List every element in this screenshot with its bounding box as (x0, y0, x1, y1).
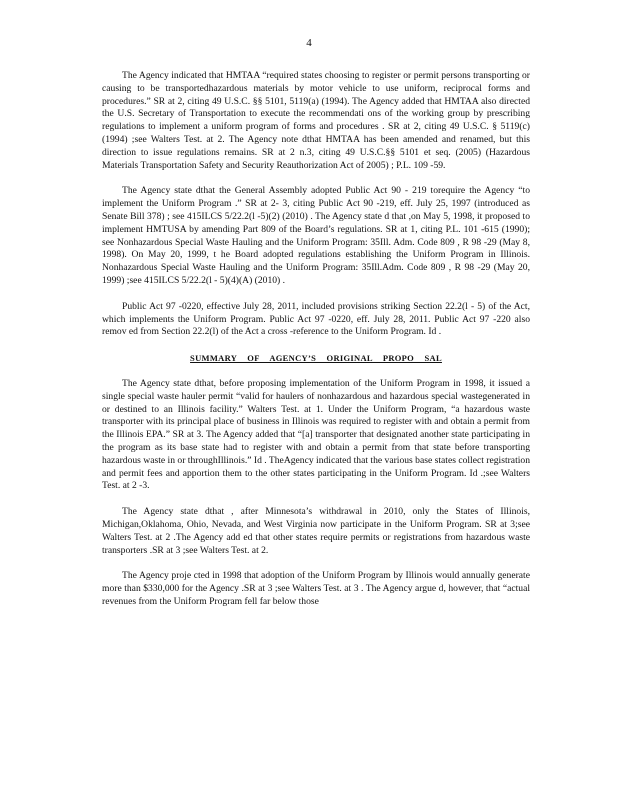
paragraph-public-act-90-219: The Agency state dthat the General Assembly adopted Public Act 90 - 219 torequire the Agency “to implement the Uniform Program .” SR at 2- 3, citing Public Act 90 -219, eff. July 25, 1997 (introduced as Senate Bill 378) ; see 415ILCS 5/22.2(l -5)(2) (2010) . The Agency state d that ,on May 5, 1998, it proposed to implement HMTUSA by amending Part 809 of the Board’s regulations. SR at 1, citing P.L. 101 -615 (1990); see Nonhazardous Special Waste Hauling and the Uniform Program: 35Ill. Adm. Code 809 , R 98 -29 (May 8, 1998). On May 20, 1999, t he Board adopted regulations establishing the Uniform Program in Illinois. Nonhazardous Special Waste Hauling and the Uniform Program: 35Ill.Adm. Code 809 , R 98 -29 (May 20, 1999) ;see 415ILCS 5/22.2(l - 5)(4)(A) (2010) . (102, 185, 530, 286)
paragraph-hmtaa-background: The Agency indicated that HMTAA “required states choosing to register or permit persons transporting or causing to be transportedhazardous materials by motor vehicle to use uniform, reciprocal forms and procedures.” SR at 2, citing 49 U.S.C. §§ 5101, 5119(a) (1994). The Agency added that HMTAA also directed the U.S. Secretary of Transportation to execute the recommendati ons of the working group by prescribing regulations to implement a uniform program of forms and procedures . SR at 2, citing 49 U.S.C. § 5119(c) (1994) ;see Walters Test. at 2. The Agency note dthat HMTAA has been amended and renamed, but this direction to issue regulations remains. SR at 2 n.3, citing 49 U.S.C.§§ 5101 et seq. (2005) (Hazardous Materials Transportation Safety and Security Reauthorization Act of 2005) ; P.L. 109 -59. (102, 70, 530, 171)
paragraph-public-act-97-0220: Public Act 97 -0220, effective July 28, 2011, included provisions striking Section 22.2(l - 5) of the Act, which implements the Uniform Program. Public Act 97 -0220, eff. July 28, 2011. Public Act 97 -220 also remov ed from Section 22.2(l) of the Act a cross -reference to the Uniform Program. Id . (102, 300, 530, 338)
paragraph-special-waste-permit: The Agency state dthat, before proposing implementation of the Uniform Program in 1998, it issued a single special waste hauler permit “valid for haulers of nonhazardous and hazardous special wastegenerated in or destined to an Illinois facility.” Walters Test. at 1. Under the Uniform Program, “a hazardous waste transporter with its principal place of business in Illinois was required to register with and obtain a permit from the Illinois EPA.” SR at 3. The Agency added that “[a] transporter that designated another state participating in the program as its base state had to register with and obtain a permit from that state before transporting hazardous waste in or throughIllinois.” Id . TheAgency indicated that the various base states collect registration and permit fees and apportion them to the other states participating in the Uniform Program. Id .;see Walters Test. at 2 -3. (102, 377, 530, 492)
page-number: 4 (306, 37, 312, 49)
paragraph-projected-revenue: The Agency proje cted in 1998 that adoption of the Uniform Program by Illinois would annually generate more than $330,000 for the Agency .SR at 3 ;see Walters Test. at 3 . The Agency argue d, however, that “actual revenues from the Uniform Program fell far below those (102, 570, 530, 607)
paragraph-participating-states: The Agency state dthat , after Minnesota’s withdrawal in 2010, only the States of Illinois, Michigan,Oklahoma, Ohio, Nevada, and West Virginia now participate in the Uniform Program. SR at 3;see Walters Test. at 2 .The Agency add ed that other states require permits or registrations from hazardous waste transporters .SR at 3 ;see Walters Test. at 2. (102, 506, 530, 556)
section-heading: SUMMARY OF AGENCY’S ORIGINAL PROPO SAL (190, 353, 442, 364)
document-body (102, 70, 530, 622)
